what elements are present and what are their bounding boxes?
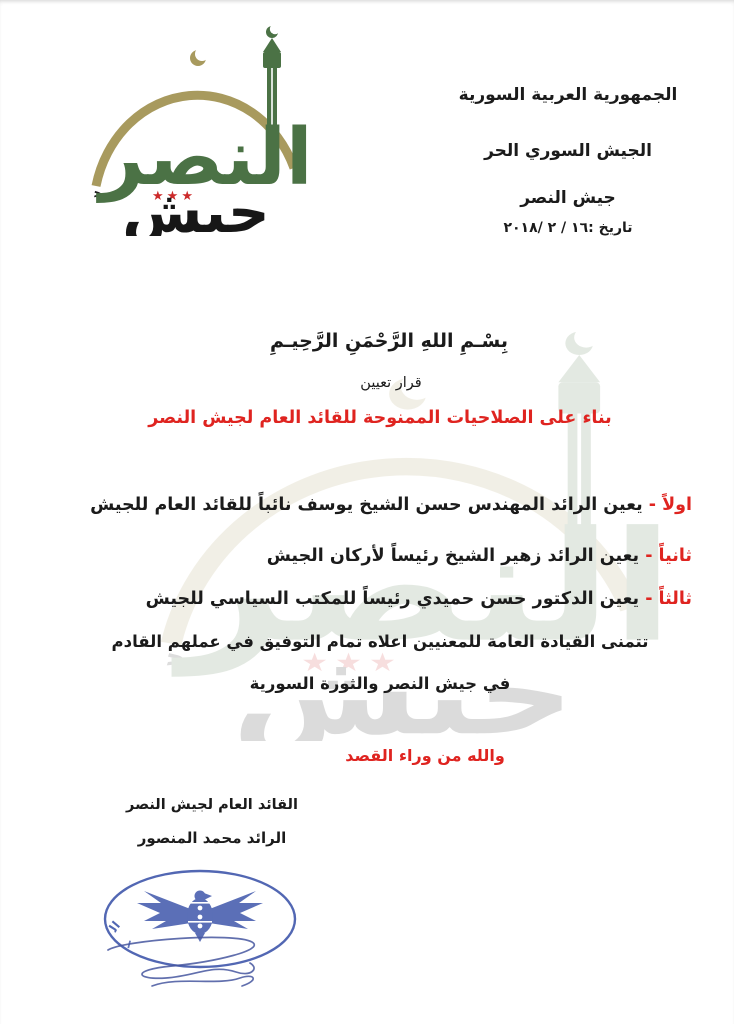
item-text-second: يعين الرائد زهير الشيخ رئيساً لأركان الجيش	[266, 546, 640, 566]
wishes-line-2: في جيش النصر والثورة السورية	[249, 674, 511, 693]
signatory-name: الرائد محمد المنصور	[137, 829, 287, 847]
wishes-line-1: تتمنى القيادة العامة للمعنيين اعلاه تمام التوفيق في عملهم القادم	[111, 632, 649, 651]
republic-title: الجمهورية العربية السورية	[458, 85, 678, 105]
wishes-block	[26, 628, 734, 698]
appointment-items	[28, 490, 692, 614]
decree-title: قرار تعيين	[360, 375, 422, 391]
item-ordinal-first: اولاً -	[648, 495, 692, 515]
signatory-block	[98, 795, 326, 849]
item-ordinal-third: ثالثاً -	[645, 589, 692, 609]
army-name-title: جيش النصر	[520, 188, 616, 208]
decree-preamble: بناء على الصلاحيات الممنوحة للقائد العام لجيش النصر	[148, 408, 612, 428]
item-text-third: يعين الدكتور حسن حميدي رئيساً للمكتب السياسي للجيش	[145, 589, 640, 609]
official-stamp-and-signature	[92, 866, 312, 1024]
basmala-calligraphy: بِسْـمِ اللهِ الرَّحْمَنِ الرَّحِيـمِ	[270, 330, 508, 352]
letterhead-text-block	[424, 84, 712, 238]
item-ordinal-second: ثانياً -	[645, 546, 692, 566]
closing-phrase: والله من وراء القصد	[345, 746, 505, 765]
fsa-title: الجيش السوري الحر	[484, 141, 652, 161]
signatory-title: القائد العام لجيش النصر	[126, 797, 298, 813]
jaysh-alnasr-logo-icon	[86, 18, 334, 236]
date-line: تاريخ :١٦ / ٢ /٢٠١٨	[503, 220, 633, 236]
appointment-item-second	[28, 541, 692, 571]
appointment-item-third	[28, 584, 692, 614]
item-text-first: يعين الرائد المهندس حسن الشيخ يوسف نائباً للقائد العام للجيش	[90, 495, 643, 515]
appointment-item-first	[28, 490, 692, 520]
